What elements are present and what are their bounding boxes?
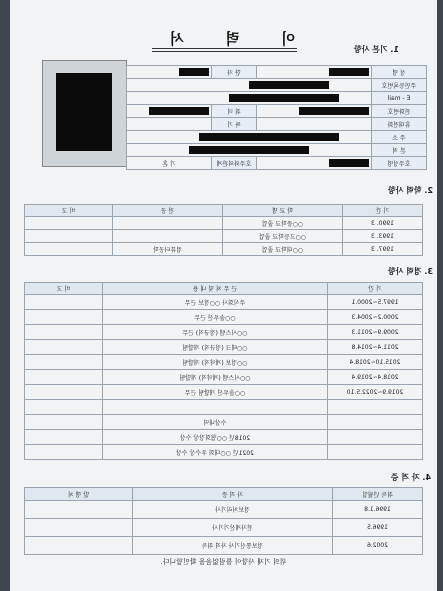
label-hobby: 취 미 <box>212 105 257 118</box>
redacted-text <box>149 107 209 115</box>
period-cell: 1993. 3 <box>343 230 423 243</box>
education-table <box>24 204 423 256</box>
school-cell: ○○중학교 졸업 <box>223 217 343 230</box>
section-career-label: 3. 경력 사항 <box>387 267 433 276</box>
header-note: 비 고 <box>25 205 113 217</box>
origin-value <box>127 144 372 157</box>
career-table <box>24 282 423 460</box>
content-cell: ○○정보 (계약직) 개발팀 <box>103 355 328 370</box>
note-cell <box>25 430 103 445</box>
label-name: 성 명 <box>372 66 427 79</box>
note-cell <box>25 340 103 355</box>
certificate-cell: 정보처리기사 <box>133 501 333 519</box>
label-household-head: 호주성명 <box>372 157 427 170</box>
redacted-text <box>189 146 309 154</box>
redacted-photo <box>56 73 112 151</box>
date-cell: 1996.1.8 <box>333 501 423 519</box>
label-email: E - mail <box>372 92 427 105</box>
rrn-value <box>127 79 372 92</box>
mobile-value <box>257 118 372 131</box>
redacted-text <box>249 81 329 89</box>
footer-statement: 위의 기재 사항이 틀림없음을 확인합니다. <box>160 558 287 566</box>
content-cell <box>103 400 328 415</box>
marital-status: 기 혼 <box>127 157 212 170</box>
table-row <box>25 370 423 385</box>
certificate-table <box>24 487 423 555</box>
name-value <box>257 66 372 79</box>
header-period: 기 간 <box>328 283 423 295</box>
address-value <box>127 131 372 144</box>
table-row <box>25 385 423 400</box>
content-cell: 2021년 ○○대회 우수상 수상 <box>103 445 328 460</box>
header-certificate: 자 격 증 <box>133 488 333 501</box>
period-cell: 2015.10~2018.4 <box>328 355 423 370</box>
hanja-value <box>127 66 212 79</box>
period-cell: 2011.4~2014.8 <box>328 340 423 355</box>
table-row <box>25 230 423 243</box>
period-cell <box>328 400 423 415</box>
period-cell: 1997. 3 <box>343 243 423 256</box>
content-cell: ○○시스템 (계약직) 개발팀 <box>103 370 328 385</box>
label-mobile: 휴대전화 <box>372 118 427 131</box>
note-cell <box>25 325 103 340</box>
table-row <box>25 445 423 460</box>
content-cell: ○○솔루션 근무 <box>103 310 328 325</box>
table-row <box>25 243 423 256</box>
issuer-cell <box>25 519 133 537</box>
period-cell: 2018.4~2019.4 <box>328 370 423 385</box>
title-underline <box>152 51 297 52</box>
redacted-text <box>229 94 339 102</box>
household-head-value <box>257 157 372 170</box>
table-row <box>25 325 423 340</box>
photo-box <box>42 60 127 167</box>
note-cell <box>25 310 103 325</box>
section-certificate-label: 4. 자 격 증 <box>390 473 431 482</box>
period-cell: 2009.9~2011.3 <box>328 325 423 340</box>
issuer-cell <box>25 501 133 519</box>
period-cell <box>328 445 423 460</box>
major-cell <box>113 230 223 243</box>
table-row <box>25 430 423 445</box>
certificate-cell: 전자계산기기사 <box>133 519 333 537</box>
period-cell: 2019.9~2022.5.10 <box>328 385 423 400</box>
date-cell: 1996.5 <box>333 519 423 537</box>
content-cell: 주식회사 ○○정보 근무 <box>103 295 328 310</box>
period-cell: 1990. 3 <box>343 217 423 230</box>
table-row <box>25 295 423 310</box>
redacted-text <box>179 68 209 76</box>
label-hanja: 한 자 <box>212 66 257 79</box>
note-cell <box>25 355 103 370</box>
header-workplace: 근 무 처 및 내 용 <box>103 283 328 295</box>
major-cell: 컴퓨터공학 <box>113 243 223 256</box>
email-value <box>127 92 372 105</box>
note-cell <box>25 243 113 256</box>
school-cell: ○○고등학교 졸업 <box>223 230 343 243</box>
phone-value <box>257 105 372 118</box>
content-cell: ○○테크 (정규직) 개발팀 <box>103 340 328 355</box>
table-row <box>25 340 423 355</box>
certificate-cell: 정보통신기사 자격 취득 <box>133 537 333 555</box>
redacted-text <box>199 133 339 141</box>
school-cell: ○○대학교 졸업 <box>223 243 343 256</box>
note-cell <box>25 385 103 400</box>
note-cell <box>25 415 103 430</box>
hobby-value <box>127 105 212 118</box>
content-cell: ○○시스템 (정규직) 근무 <box>103 325 328 340</box>
label-phone: 전화번호 <box>372 105 427 118</box>
section-education-label: 2. 학력 사항 <box>387 186 433 195</box>
label-relation: 호주와의관계 <box>212 157 257 170</box>
header-note: 비 고 <box>25 283 103 295</box>
note-cell <box>25 230 113 243</box>
header-issuer: 발 행 처 <box>25 488 133 501</box>
content-cell: ○○솔루션 개발팀 근무 <box>103 385 328 400</box>
specialty-value <box>127 118 212 131</box>
note-cell <box>25 295 103 310</box>
label-origin: 본 적 <box>372 144 427 157</box>
redacted-text <box>299 107 369 115</box>
period-cell <box>328 430 423 445</box>
period-cell: 1997.5~2000.1 <box>328 295 423 310</box>
note-cell <box>25 217 113 230</box>
label-rrn: 주민등록번호 <box>372 79 427 92</box>
major-cell <box>113 217 223 230</box>
table-row <box>25 415 423 430</box>
label-specialty: 특 기 <box>212 118 257 131</box>
table-row <box>25 400 423 415</box>
redacted-text <box>329 68 369 76</box>
resume-sheet <box>10 0 437 591</box>
redacted-text <box>329 159 369 167</box>
label-address: 주 소 <box>372 131 427 144</box>
content-cell: 2018년 ○○협회장상 수상 <box>103 430 328 445</box>
content-cell: 수상내역 <box>103 415 328 430</box>
header-school: 학 교 명 <box>223 205 343 217</box>
header-major: 전 공 <box>113 205 223 217</box>
header-period: 기 간 <box>343 205 423 217</box>
table-row <box>25 537 423 555</box>
table-row <box>25 501 423 519</box>
period-cell <box>328 415 423 430</box>
table-row <box>25 217 423 230</box>
issuer-cell <box>25 537 133 555</box>
table-row <box>25 519 423 537</box>
period-cell: 2000.2~2004.3 <box>328 310 423 325</box>
header-date: 취득 년월일 <box>333 488 423 501</box>
page-title: 이 력 서 <box>151 30 296 48</box>
note-cell <box>25 370 103 385</box>
table-row <box>25 355 423 370</box>
title-underline <box>152 48 297 49</box>
date-cell: 2002.6 <box>333 537 423 555</box>
note-cell <box>25 400 103 415</box>
note-cell <box>25 445 103 460</box>
table-row <box>25 310 423 325</box>
section-basic-label: 1. 기본 사항 <box>353 45 399 54</box>
basic-info-table <box>126 65 427 170</box>
